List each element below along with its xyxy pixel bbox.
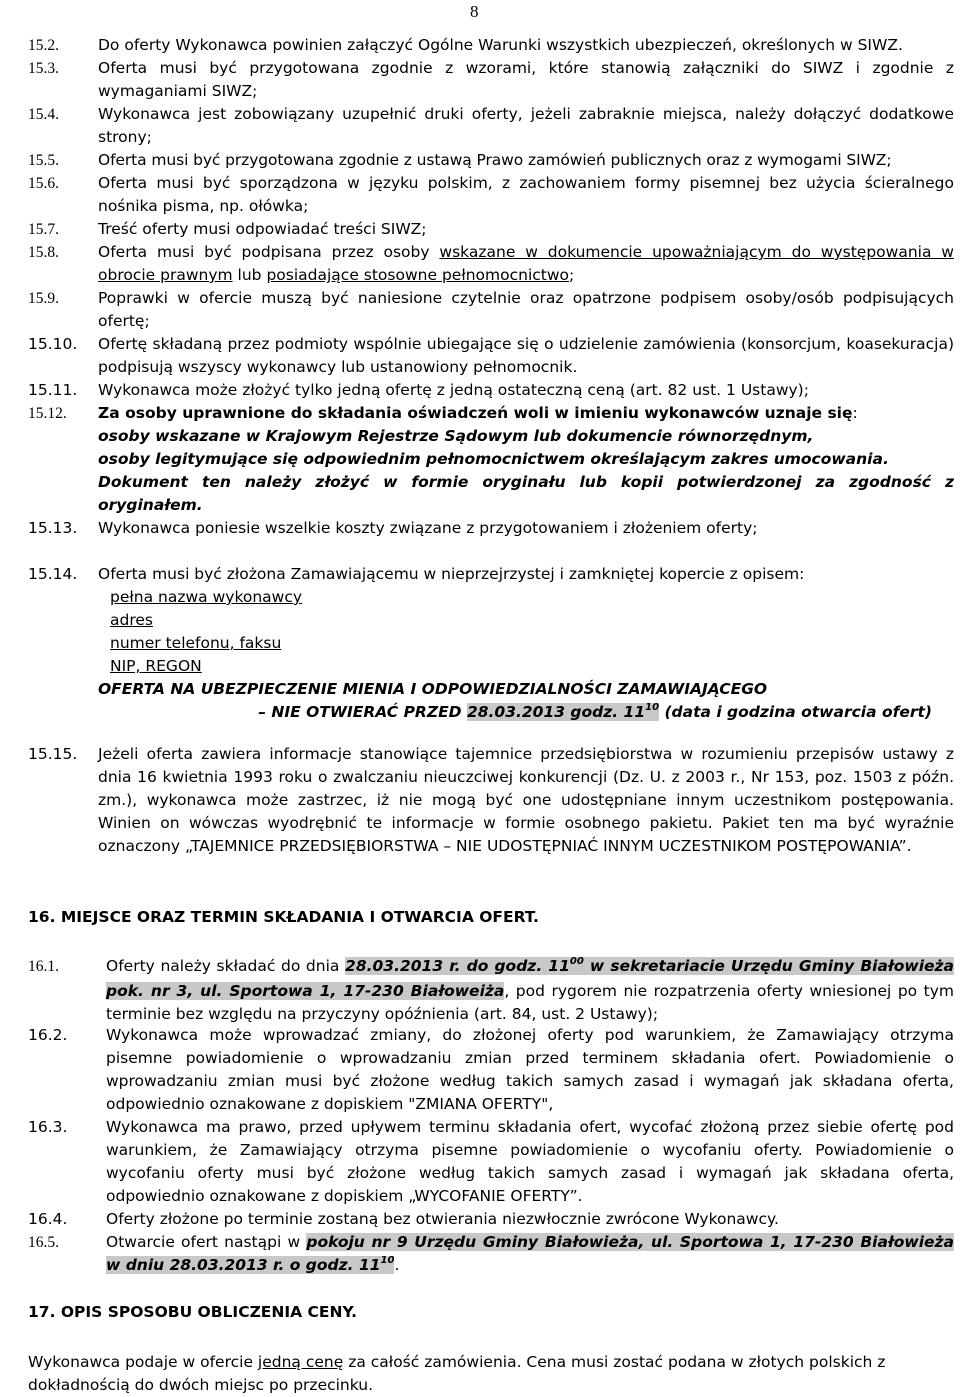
price-paragraph: Wykonawca podaje w ofercie jedną cenę za całość zamówienia. Cena musi zostać podana w złotych polskich z dokładnością do dwóch miejsc po przecinku. (28, 1353, 886, 1394)
list-item-15-13: 15.13. Wykonawca poniesie wszelkie koszty związane z przygotowaniem i złożeniem oferty; (28, 519, 758, 537)
address-line-phone: numer telefonu, faksu (110, 634, 282, 652)
list-item-15-14: 15.14. Oferta musi być złożona Zamawiającemu w nieprzejrzystej i zamkniętej kopercie z opisem: pełna nazwa wykonawcy adres numer telefonu, faksu NIP, REGON OFERTA NA UBEZPIECZENIE MIENIA I ODPOWIEDZIALNOŚCI ZAMAWIAJĄCEGO – NIE OTWIERAĆ PRZED 28.03.2013 godz. $11^{10}$ (data i godzina otwarcia ofert) (28, 563, 954, 726)
list-item-15-3: 15.3. Oferta musi być przygotowana zgodnie z wzorami, które stanowią załączniki do SIWZ i zgodnie z wymaganiami SIWZ; (28, 59, 954, 100)
address-line-name: pełna nazwa wykonawcy (110, 588, 303, 606)
list-item-15-10: 15.10. Ofertę składaną przez podmioty wspólnie ubiegające się o udzielenie zamówienia (konsorcjum, koasekuracja) podpisują wszyscy wykonawcy lub ustanowiony pełnomocnik. (28, 335, 954, 376)
envelope-open-date: – NIE OTWIERAĆ PRZED 28.03.2013 godz. $11^{10}$ (data i godzina otwarcia ofert) (258, 702, 932, 721)
list-item-16-4: 16.4. Oferty złożone po terminie zostaną bez otwierania niezwłocznie zwrócone Wykonawcy. (28, 1210, 779, 1228)
section-heading-16: 16. MIEJSCE ORAZ TERMIN SKŁADANIA I OTWARCIA OFERT. (28, 908, 539, 926)
section-heading-17: 17. OPIS SPOSOBU OBLICZENIA CENY. (28, 1303, 358, 1321)
list-item-15-7: 15.7. Treść oferty musi odpowiadać treści SIWZ; (28, 220, 427, 238)
list-item-15-9: 15.9. Poprawki w ofercie muszą być naniesione czytelnie oraz opatrzone podpisem osoby/osób podpisujących ofertę; (28, 289, 954, 330)
address-line-address: adres (110, 611, 153, 629)
list-item-16-2: 16.2. Wykonawca może wprowadzać zmiany, do złożonej oferty pod warunkiem, że Zamawiający otrzyma pisemne powiadomienie o wprowadzaniu zmian przed terminem składania ofert. Powiadomienie o wprowadzaniu zmian musi być złożone według takich samych zasad i wymagań jak składana oferta, odpowiednio oznakowane z dopiskiem "ZMIANA OFERTY", (28, 1026, 954, 1113)
list-item-15-12: 15.12. Za osoby uprawnione do składania oświadczeń woli w imieniu wykonawców uznaje się: osoby wskazane w Krajowym Rejestrze Sądowym lub dokumencie równorzędnym, osoby legitymujące się odpowiednim pełnomocnictwem określającym zakres umocowania. Dokument ten należy złożyć w formie oryginału lub kopii potwierdzonej za zgodność z oryginałem. (28, 404, 954, 514)
list-item-15-4: 15.4. Wykonawca jest zobowiązany uzupełnić druki oferty, jeżeli zabraknie miejsca, należy dołączyć dodatkowe strony; (28, 105, 954, 146)
address-line-nip: NIP, REGON (110, 657, 202, 675)
list-item-15-11: 15.11. Wykonawca może złożyć tylko jedną ofertę z jedną ostateczną ceną (art. 82 ust. 1 Ustawy); (28, 381, 809, 399)
list-item-16-5: 16.5. Otwarcie ofert nastąpi w pokoju nr 9 Urzędu Gminy Białowieża, ul. Sportowa 1, 17-230 Białowieża w dniu 28.03.2013 r. o godz. $11^{10}$. (28, 1233, 955, 1274)
list-item-15-5: 15.5. Oferta musi być przygotowana zgodnie z ustawą Prawo zamówień publicznych oraz z wymogami SIWZ; (28, 151, 892, 169)
envelope-caption: OFERTA NA UBEZPIECZENIE MIENIA I ODPOWIEDZIALNOŚCI ZAMAWIAJĄCEGO (98, 680, 768, 698)
list-item-16-3: 16.3. Wykonawca ma prawo, przed upływem terminu składania ofert, wycofać złożoną przez siebie ofertę pod warunkiem, że Zamawiający otrzyma pisemne powiadomienie o wycofaniu oferty. Powiadomienie o wycofaniu oferty musi być złożone według takich samych zasad i wymagań jak składana oferta, odpowiednio oznakowane z dopiskiem „WYCOFANIE OFERTY”. (28, 1118, 954, 1205)
page-number: 8 (470, 2, 479, 21)
list-item-15-15: 15.15. Jeżeli oferta zawiera informacje stanowiące tajemnice przedsiębiorstwa w rozumieniu przepisów ustawy z dnia 16 kwietnia 1993 roku o zwalczaniu nieuczciwej konkurencji (Dz. U. z 2003 r., Nr 153, poz. 1503 z późn. zm.), wykonawca może zastrzec, iż nie mogą być one udostępniane innym uczestnikom postępowania. Winien on wówczas wyodrębnić te informacje w formie osobnego pakietu. Pakiet ten ma być wyraźnie oznaczony „TAJEMNICE PRZEDSIĘBIORSTWA – NIE UDOSTĘPNIAĆ INNYM UCZESTNIKOM POSTĘPOWANIA”. (28, 745, 954, 855)
list-item-15-6: 15.6. Oferta musi być sporządzona w języku polskim, z zachowaniem formy pisemnej bez użycia ścieralnego nośnika pisma, np. ołówka; (28, 174, 954, 215)
list-item-15-2: 15.2. Do oferty Wykonawca powinien załączyć Ogólne Warunki wszystkich ubezpieczeń, określonych w SIWZ. (28, 36, 903, 54)
list-item-15-8: 15.8. Oferta musi być podpisana przez osoby wskazane w dokumencie upoważniającym do występowania w obrocie prawnym lub posiadające stosowne pełnomocnictwo; (28, 243, 954, 284)
list-item-16-1: 16.1. Oferty należy składać do dnia 28.03.2013 r. do godz. $11^{00}$ w sekretariacie Urzędu Gminy Białowieża pok. nr 3, ul. Sportowa 1, 17-230 Białoweiża, pod rygorem nie rozpatrzenia oferty wniesionej po tym terminie bez względu na przyczyny opóźnienia (art. 84, ust. 2 Ustawy); (28, 956, 955, 1023)
